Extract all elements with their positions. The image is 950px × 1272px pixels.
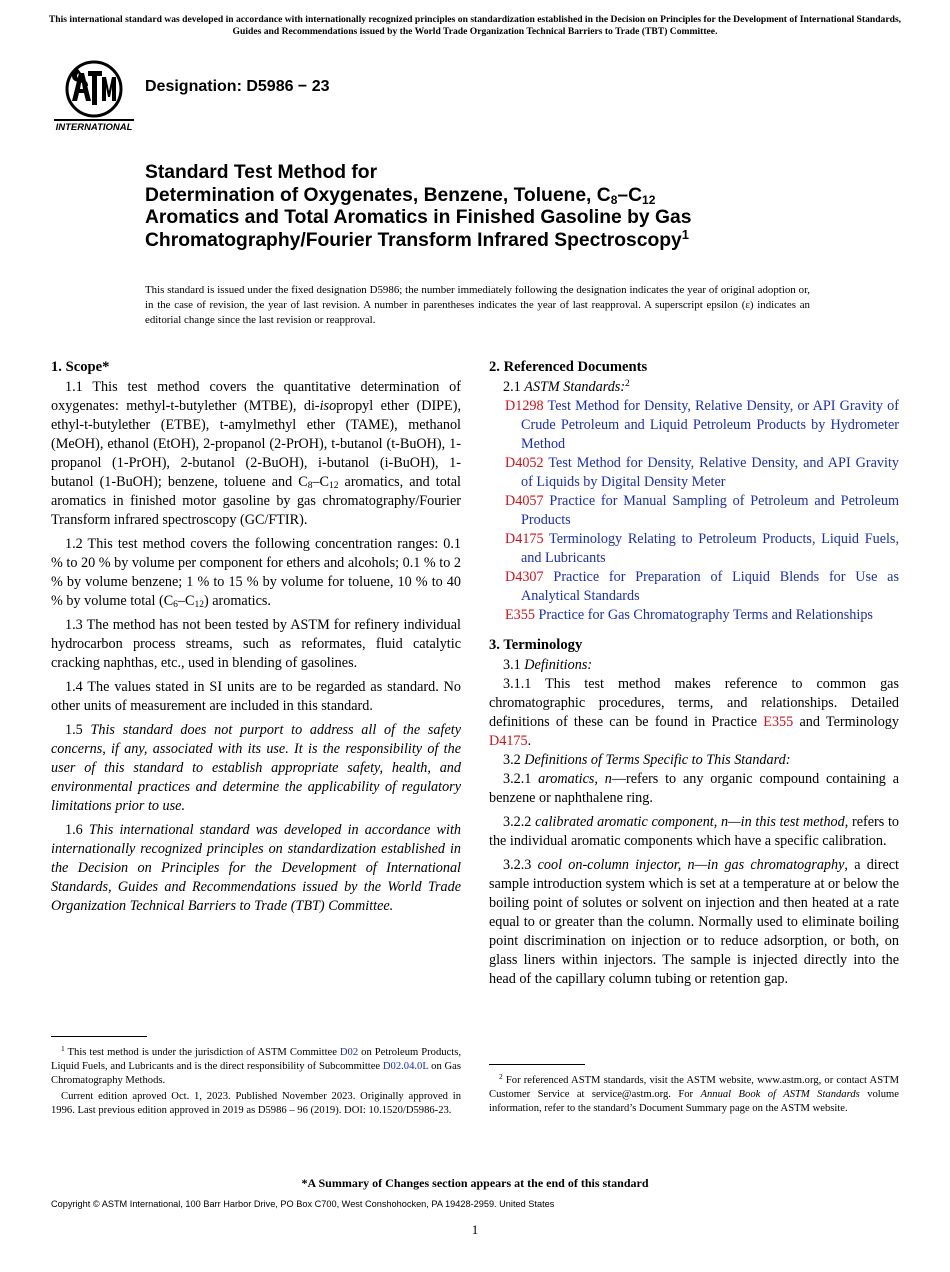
- ref-code[interactable]: D4057: [505, 493, 544, 509]
- designation: Designation: D5986 − 23: [145, 78, 330, 95]
- ref-code[interactable]: E355: [505, 607, 535, 623]
- para-1-6: 1.6 This international standard was developed in accordance with internationally recognized principles on standardization established in the Decision on Principles for the Development of International Standards, Guides and Recommendations issued by the World Trade Organization Technical Barriers to Trade (TBT) Committee.: [51, 822, 461, 914]
- footnote-1: [51, 1046, 461, 1120]
- title-footnote-mark: 1: [681, 226, 690, 242]
- ref-item: [489, 568, 899, 606]
- title-line-2: Determination of Oxygenates, Benzene, Toluene, $C_8-C_{12}$: [145, 184, 656, 207]
- wto-notice: This international standard was developed in accordance with internationally recognized principles on standardization established in the Decision on Principles for the Development of International Standards, Guides and Recommendations issued by the World Trade Organization Technical Barriers to Trade (TBT) Committee.: [48, 14, 902, 37]
- ref-item: [489, 454, 899, 492]
- para-3-1-1: 3.1.1 This test method makes reference to common gas chromatographic procedures, terms, and relationships. Detailed definitions of these can be found in Practice E355 and Terminology D4175.: [489, 676, 899, 749]
- ref-title[interactable]: Practice for Gas Chromatography Terms and Relationships: [534, 607, 873, 623]
- right-column: [489, 358, 899, 994]
- para-3-2-3: 3.2.3 cool on-column injector, n—in gas chromatography, a direct sample introduction system which is set at a temperature at or below the boiling point of solutes or solvent on injection and then heated at a rate equal to or greater than the column. Normally used to eliminate boiling point discrimination on injection or to reduce adsorption, or both, on glass liners within injectors. The sample is injected directly into the head of the capillary column tubing or retention gap.: [489, 857, 900, 987]
- astm-logo: [52, 57, 136, 133]
- ref-code[interactable]: D4052: [505, 455, 544, 471]
- footnote-2: [489, 1074, 899, 1118]
- para-1-2: 1.2 This test method covers the following concentration ranges: 0.1 % to 20 % by volume per component for ethers and alcohols; 0.1 % to 2 % by volume benzene; 1 % to 15 % by volume for toluene, 10 % to 40 % by volume total $(C_6-C_{12})$ aromatics.: [51, 536, 461, 610]
- ref-item: [489, 492, 899, 530]
- referenced-standards-list: [489, 397, 899, 625]
- ref-item: [489, 530, 899, 568]
- ref-title[interactable]: Practice for Preparation of Liquid Blends for Use as Analytical Standards: [521, 569, 899, 604]
- link-e355[interactable]: E355: [763, 714, 794, 730]
- link-d02-04-0l[interactable]: D02.04.0L: [382, 1061, 429, 1072]
- summary-of-changes-note: *A Summary of Changes section appears at the end of this standard: [301, 1176, 649, 1190]
- document-title: [145, 162, 845, 252]
- page-number: 1: [471, 1222, 479, 1237]
- link-d02[interactable]: D02: [339, 1047, 359, 1058]
- para-3-2: 3.2 Definitions of Terms Specific to This Standard:: [503, 752, 791, 768]
- para-1-1: 1.1 This test method covers the quantitative determination of oxygenates: methyl-t-butylether (MTBE), di-isopropyl ether (DIPE), ethyl-t-butylether (ETBE), t-amylmethyl ether (TAME), methanol (MeOH), ethanol (EtOH), 2-propanol (2-PrOH), t-butanol (t-BuOH), 1-propanol (1-PrOH), 2-butanol (2-BuOH), i-butanol (i-BuOH), 1-butanol (1-BuOH); benzene, toluene and $C_8-C_{12}$ aromatics, and total aromatics in finished motor gasoline by gas chromatography/Fourier Transform infrared spectroscopy (GC/FTIR).: [51, 379, 461, 528]
- footnote-rule-right: [489, 1064, 585, 1065]
- ref-code[interactable]: D4175: [505, 531, 544, 547]
- title-line-1: Standard Test Method for: [145, 162, 378, 183]
- section-referenced-heading: 2. Referenced Documents: [489, 359, 648, 375]
- para-3-1: 3.1 Definitions:: [503, 657, 593, 673]
- para-3-2-1: 3.2.1 aromatics, n—refers to any organic compound containing a benzene or naphthalene ring.: [489, 771, 899, 806]
- issuance-statement: This standard is issued under the fixed designation D5986; the number immediately following the designation indicates the year of original adoption or, in the case of revision, the year of last revision. A number in parentheses indicates the year of last reapproval. A superscript epsilon (ε) indicates an editorial change since the last revision or reapproval.: [145, 284, 810, 326]
- link-d4175[interactable]: D4175: [489, 733, 528, 749]
- section-scope-heading: 1. Scope*: [51, 359, 110, 375]
- footnote-rule-left: [51, 1036, 147, 1037]
- title-line-3: Aromatics and Total Aromatics in Finished Gasoline by Gas: [145, 207, 692, 228]
- ref-title[interactable]: Terminology Relating to Petroleum Products, Liquid Fuels, and Lubricants: [521, 531, 899, 566]
- section-terminology-heading: 3. Terminology: [489, 637, 583, 653]
- title-line-4: Chromatography/Fourier Transform Infrared Spectroscopy$^1$: [145, 226, 690, 251]
- ref-code[interactable]: D1298: [505, 398, 544, 414]
- para-3-2-2: 3.2.2 calibrated aromatic component, n—in this test method, refers to the individual aromatic components which have a specific calibration.: [489, 814, 900, 849]
- ref-item: [489, 606, 899, 625]
- ref-code[interactable]: D4307: [505, 569, 544, 585]
- para-1-4: 1.4 The values stated in SI units are to be regarded as standard. No other units of measurement are included in this standard.: [51, 679, 461, 714]
- ref-title[interactable]: Test Method for Density, Relative Density, and API Gravity of Liquids by Digital Density Meter: [521, 455, 899, 490]
- ref-title[interactable]: Test Method for Density, Relative Density, or API Gravity of Crude Petroleum and Liquid Petroleum Products by Hydrometer Method: [521, 398, 899, 452]
- copyright-line: Copyright © ASTM International, 100 Barr Harbor Drive, PO Box C700, West Conshohocken, PA 19428-2959. United States: [51, 1199, 555, 1209]
- footnote-2-text: $^2$ For referenced ASTM standards, visit the ASTM website, www.astm.org, or contact ASTM Customer Service at service@astm.org. For Annual Book of ASTM Standards volume information, refer to the standard’s Document Summary page on the ASTM website.: [489, 1072, 899, 1114]
- para-1-5: 1.5 This standard does not purport to address all of the safety concerns, if any, associated with its use. It is the responsibility of the user of this standard to establish appropriate safety, health, and environmental practices and determine the applicability of regulatory limitations prior to use.: [51, 722, 461, 814]
- logo-label: INTERNATIONAL: [55, 122, 133, 133]
- footnote-1-text: $^1$ This test method is under the jurisdiction of ASTM Committee D02 on Petroleum Products, Liquid Fuels, and Lubricants and is the direct responsibility of Subcommittee D02.04.0L on Gas Chromatography Methods.: [51, 1044, 462, 1086]
- ref-item: [489, 397, 899, 454]
- left-column: [51, 358, 461, 921]
- footnote-1-edition: Current edition aproved Oct. 1, 2023. Published November 2023. Originally approved in 1996. Last previous edition approved in 2019 as D5986 – 96 (2019). DOI: 10.1520/D5986-23.: [51, 1091, 461, 1116]
- para-2-1: 2.1 ASTM Standards:$^2$: [503, 379, 630, 395]
- para-1-3: 1.3 The method has not been tested by ASTM for refinery individual hydrocarbon process streams, such as reformates, fluid catalytic cracking naphthas, etc., used in blending of gasolines.: [51, 617, 461, 671]
- ref-title[interactable]: Practice for Manual Sampling of Petroleum and Petroleum Products: [521, 493, 899, 528]
